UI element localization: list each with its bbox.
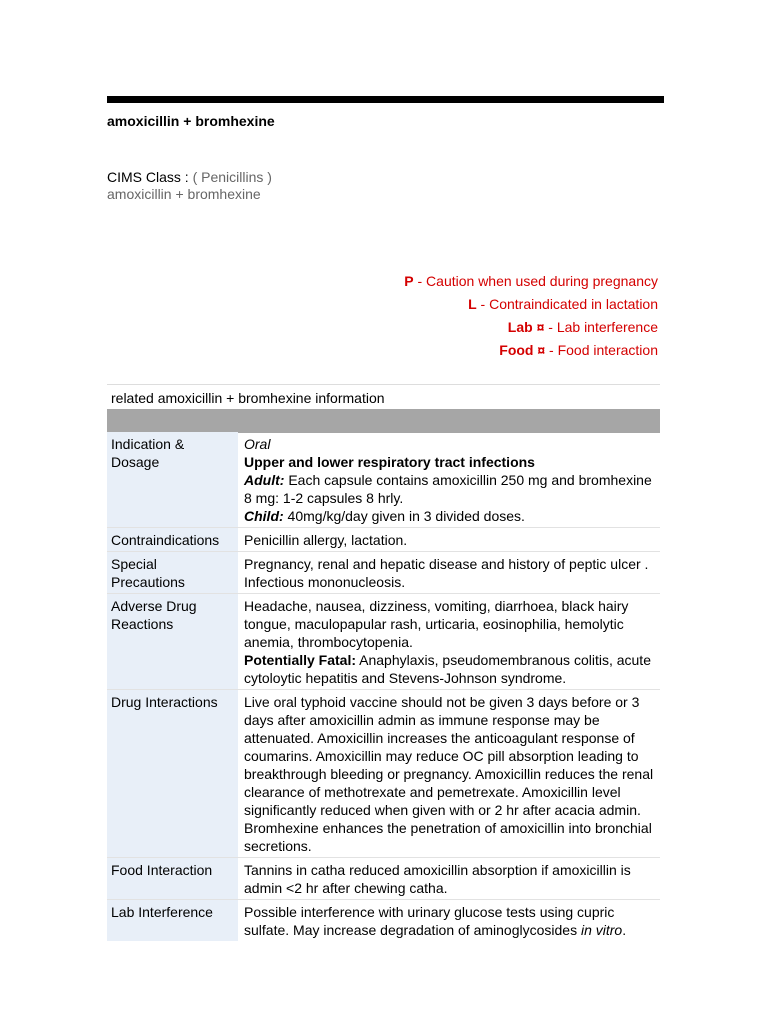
row-label-precautions: Special Precautions [107,552,238,594]
legend-item-lactation: L - Contraindicated in lactation [468,296,658,312]
cims-label: CIMS Class : [107,169,189,185]
row-label-adverse: Adverse Drug Reactions [107,594,238,690]
cims-subtitle: amoxicillin + bromhexine [107,186,261,202]
table-row [107,594,660,690]
cims-class-name[interactable]: ( Penicillins ) [192,169,272,185]
table-row [107,900,660,942]
row-value-indication: Oral Upper and lower respiratory tract infections Adult: Each capsule contains amoxicillin 250 mg and bromhexine 8 mg: 1-2 capsules 8 hrly. Child: 40mg/kg/day given in 3 divided doses. [238,432,660,528]
table-row [107,690,660,858]
row-label-indication: Indication & Dosage [107,432,238,528]
drug-title: amoxicillin + bromhexine [107,113,275,129]
section-header-band [107,409,660,433]
table-row [107,858,660,900]
row-label-contraindications: Contraindications [107,528,238,552]
row-value-contraindications: Penicillin allergy, lactation. [238,528,660,552]
header-rule [107,96,664,103]
table-row [107,528,660,552]
legend [404,270,658,362]
row-value-adverse: Headache, nausea, dizziness, vomiting, diarrhoea, black hairy tongue, maculopapular rash, urticaria, eosinophilia, hemolytic anemia, thrombocytopenia. Potentially Fatal: Anaphylaxis, pseudomembranous colitis, acute cytoloytic hepatitis and Stevens-Johnson syndrome. [238,594,660,690]
row-label-interactions: Drug Interactions [107,690,238,858]
table-row [107,432,660,528]
row-label-food: Food Interaction [107,858,238,900]
cims-class [107,169,272,203]
row-value-interactions: Live oral typhoid vaccine should not be given 3 days before or 3 days after amoxicillin admin as immune response may be attenuated. Amoxicillin increases the anticoagulant response of coumarins. Amoxicillin may reduce OC pill absorption leading to breakthrough bleeding or pregnancy. Amoxicillin reduces the renal clearance of methotrexate and pemetrexate. Amoxicillin level significantly reduced when given with or 2 hr after acacia admin. Bromhexine enhances the penetration of amoxicillin into bronchial secretions. [238,690,660,858]
legend-item-lab: Lab ¤ - Lab interference [507,319,658,335]
row-label-lab: Lab Interference [107,900,238,942]
drug-info-table [107,432,660,941]
row-value-lab: Possible interference with urinary glucose tests using cupric sulfate. May increase degradation of aminoglycosides in vitro. [244,904,627,938]
related-title: related amoxicillin + bromhexine information [111,390,385,406]
related-section [107,384,660,433]
legend-item-pregnancy: P - Caution when used during pregnancy [404,273,658,289]
table-row [107,552,660,594]
row-value-food: Tannins in catha reduced amoxicillin absorption if amoxicillin is admin <2 hr after chewing catha. [238,858,660,900]
legend-item-food: Food ¤ - Food interaction [499,342,658,358]
row-value-precautions: Pregnancy, renal and hepatic disease and history of peptic ulcer . Infectious mononucleosis. [238,552,660,594]
